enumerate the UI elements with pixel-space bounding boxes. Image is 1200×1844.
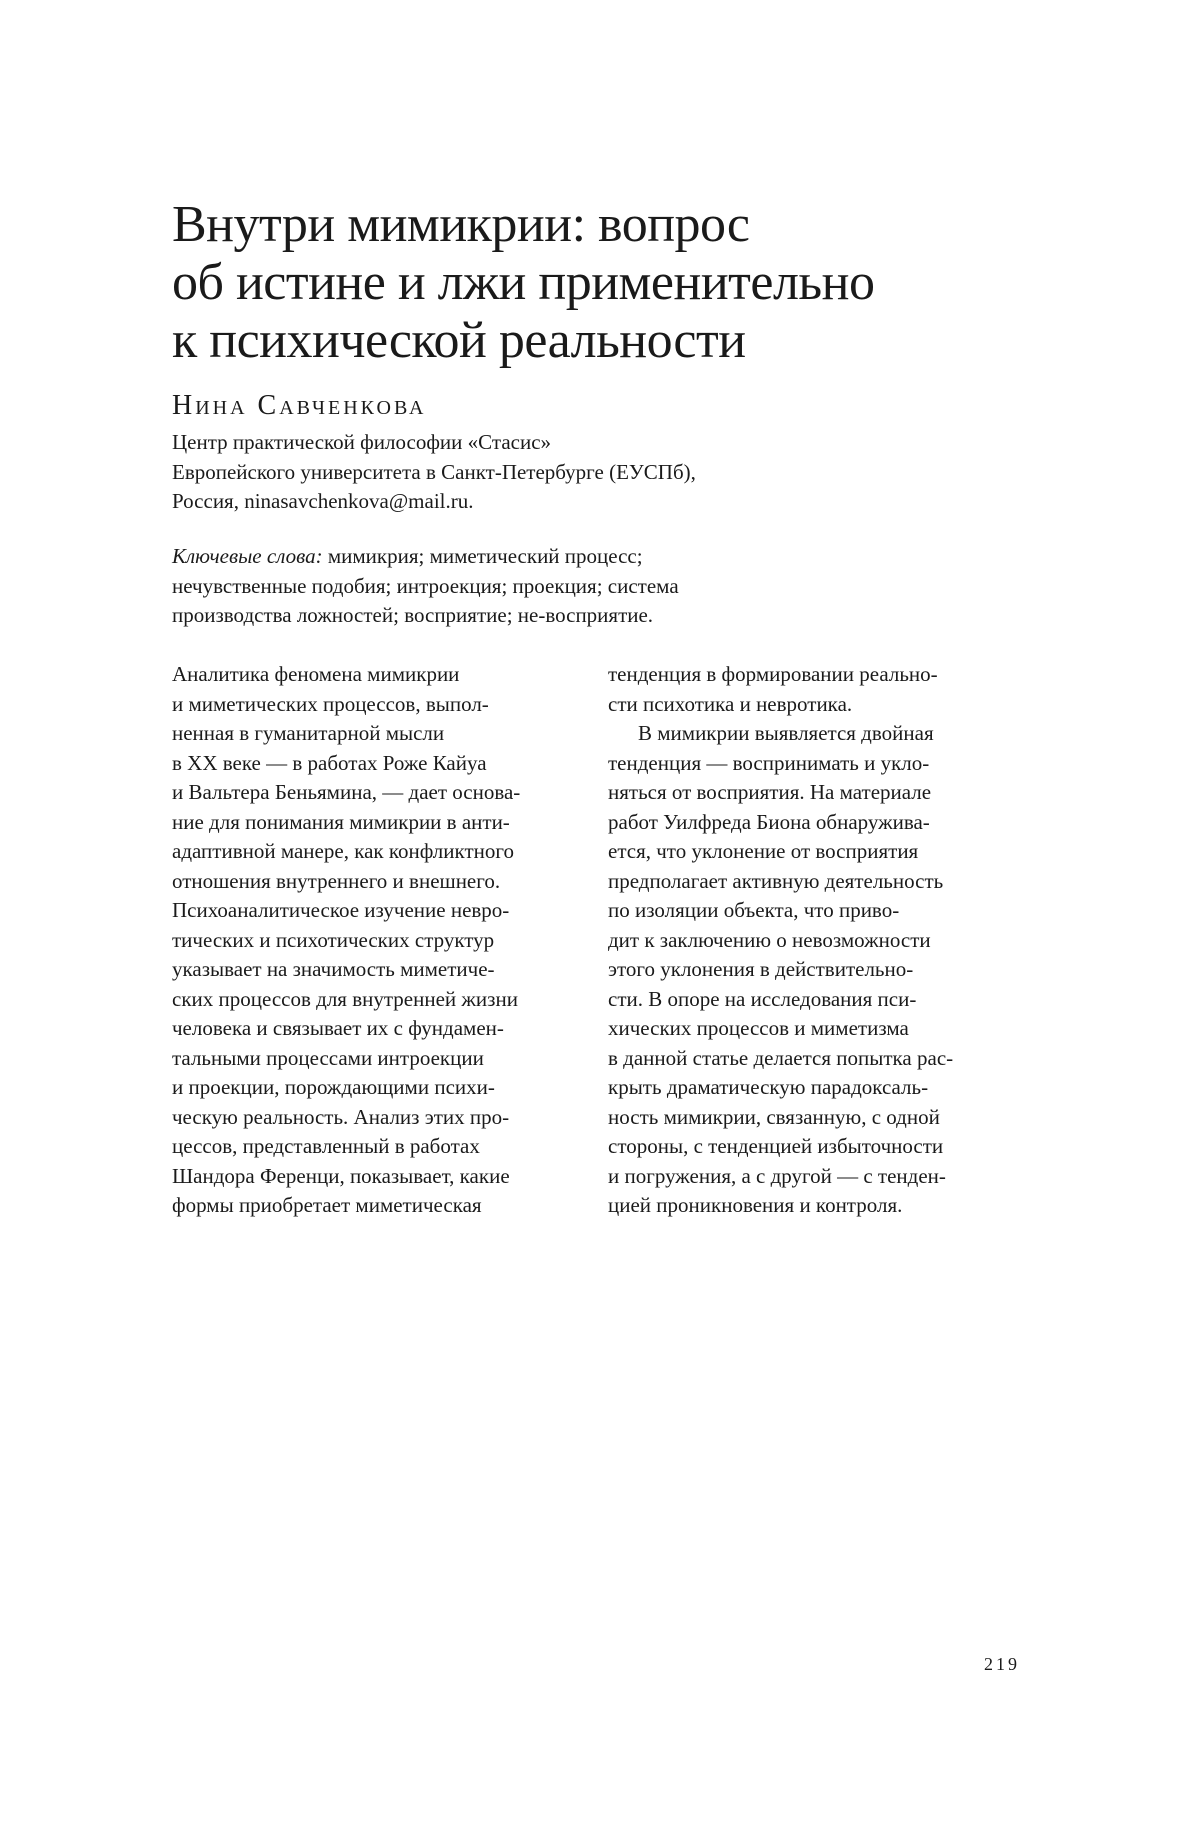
abstract-line: ется, что уклонение от восприятия	[608, 839, 919, 863]
abstract-line: работ Уилфреда Биона обнаружива-	[608, 809, 930, 834]
abstract-line: ненная в гуманитарной мысли	[172, 721, 445, 745]
abstract-line: ние для понимания мимикрии в анти-	[172, 809, 510, 834]
abstract-line: цией проникновения и контроля.	[608, 1193, 903, 1217]
abstract-line: формы приобретает миметическая	[172, 1193, 482, 1217]
abstract-line: человека и связывает их с фундамен-	[172, 1016, 504, 1040]
abstract-line: Шандора Ференци, показывает, какие	[172, 1163, 510, 1188]
abstract-line: адаптивной манере, как конфликтного	[172, 839, 514, 863]
abstract-line: и миметических процессов, выпол-	[172, 691, 489, 716]
author-name: Нина Савченкова	[172, 390, 427, 421]
abstract-line: по изоляции объекта, что приво-	[608, 898, 900, 922]
abstract-line: крыть драматическую парадоксаль-	[608, 1075, 929, 1099]
keywords-line: мимикрия; миметический процесс;	[322, 544, 643, 568]
abstract-line: ность мимикрии, связанную, с одной	[608, 1104, 940, 1129]
abstract-line: ческую реальность. Анализ этих про-	[172, 1104, 510, 1129]
abstract-line: и погружения, а с другой — с тенден-	[608, 1163, 946, 1188]
abstract-line: тальными процессами интроекции	[172, 1045, 484, 1070]
abstract-line: отношения внутреннего и внешнего.	[172, 868, 501, 893]
abstract-line: дит к заключению о невозможности	[608, 927, 931, 952]
abstract-line: и Вальтера Беньямина, — дает основа-	[172, 780, 521, 804]
title-line: Внутри мимикрии: вопрос	[172, 196, 750, 253]
abstract-line: предполагает активную деятельность	[608, 868, 944, 893]
abstract-paragraph-start: В мимикрии выявляется двойная	[638, 721, 934, 745]
abstract-line: хических процессов и миметизма	[608, 1016, 909, 1040]
keywords-first-line	[172, 542, 1032, 572]
abstract-line: ских процессов для внутренней жизни	[172, 986, 518, 1011]
keywords-label: Ключевые слова:	[172, 544, 323, 568]
abstract-line: цессов, представленный в работах	[172, 1134, 480, 1158]
keywords-line: нечувственные подобия; интроекция; проекция; система	[172, 573, 679, 598]
title-line: об истине и лжи применительно	[172, 254, 875, 311]
page-number: 219	[984, 1654, 1020, 1674]
abstract-line: сти психотика и невротика.	[608, 691, 853, 716]
abstract-line: стороны, с тенденцией избыточности	[608, 1134, 944, 1158]
abstract-line: сти. В опоре на исследования пси-	[608, 986, 917, 1011]
abstract-line: в ХХ веке — в работах Роже Кайуа	[172, 750, 487, 775]
affiliation-line: Россия, ninasavchenkova@mail.ru.	[172, 489, 474, 513]
abstract-line: указывает на значимость миметиче-	[172, 957, 495, 981]
abstract-line: в данной статье делается попытка рас-	[608, 1045, 954, 1070]
title-line: к психической реальности	[172, 312, 746, 369]
keywords-block	[172, 542, 1032, 631]
keywords-line: производства ложностей; восприятие; не-восприятие.	[172, 603, 654, 627]
abstract-column-left	[172, 660, 582, 1221]
abstract-line: этого уклонения в действительно-	[608, 957, 914, 981]
abstract-line: Психоаналитическое изучение невро-	[172, 898, 510, 922]
article-title	[172, 196, 1032, 370]
abstract-line: тенденция в формировании реально-	[608, 662, 938, 686]
author-affiliation	[172, 428, 1032, 517]
affiliation-line: Европейского университета в Санкт-Петербурге (ЕУСПб),	[172, 459, 696, 484]
abstract-column-right	[608, 660, 1028, 1221]
abstract-line: и проекции, порождающими психи-	[172, 1075, 495, 1099]
abstract-line: тических и психотических структур	[172, 927, 495, 952]
abstract-line: Аналитика феномена мимикрии	[172, 662, 460, 686]
abstract-line: няться от восприятия. На материале	[608, 780, 932, 804]
affiliation-line: Центр практической философии «Стасис»	[172, 430, 552, 454]
abstract-line: тенденция — воспринимать и укло-	[608, 750, 930, 775]
